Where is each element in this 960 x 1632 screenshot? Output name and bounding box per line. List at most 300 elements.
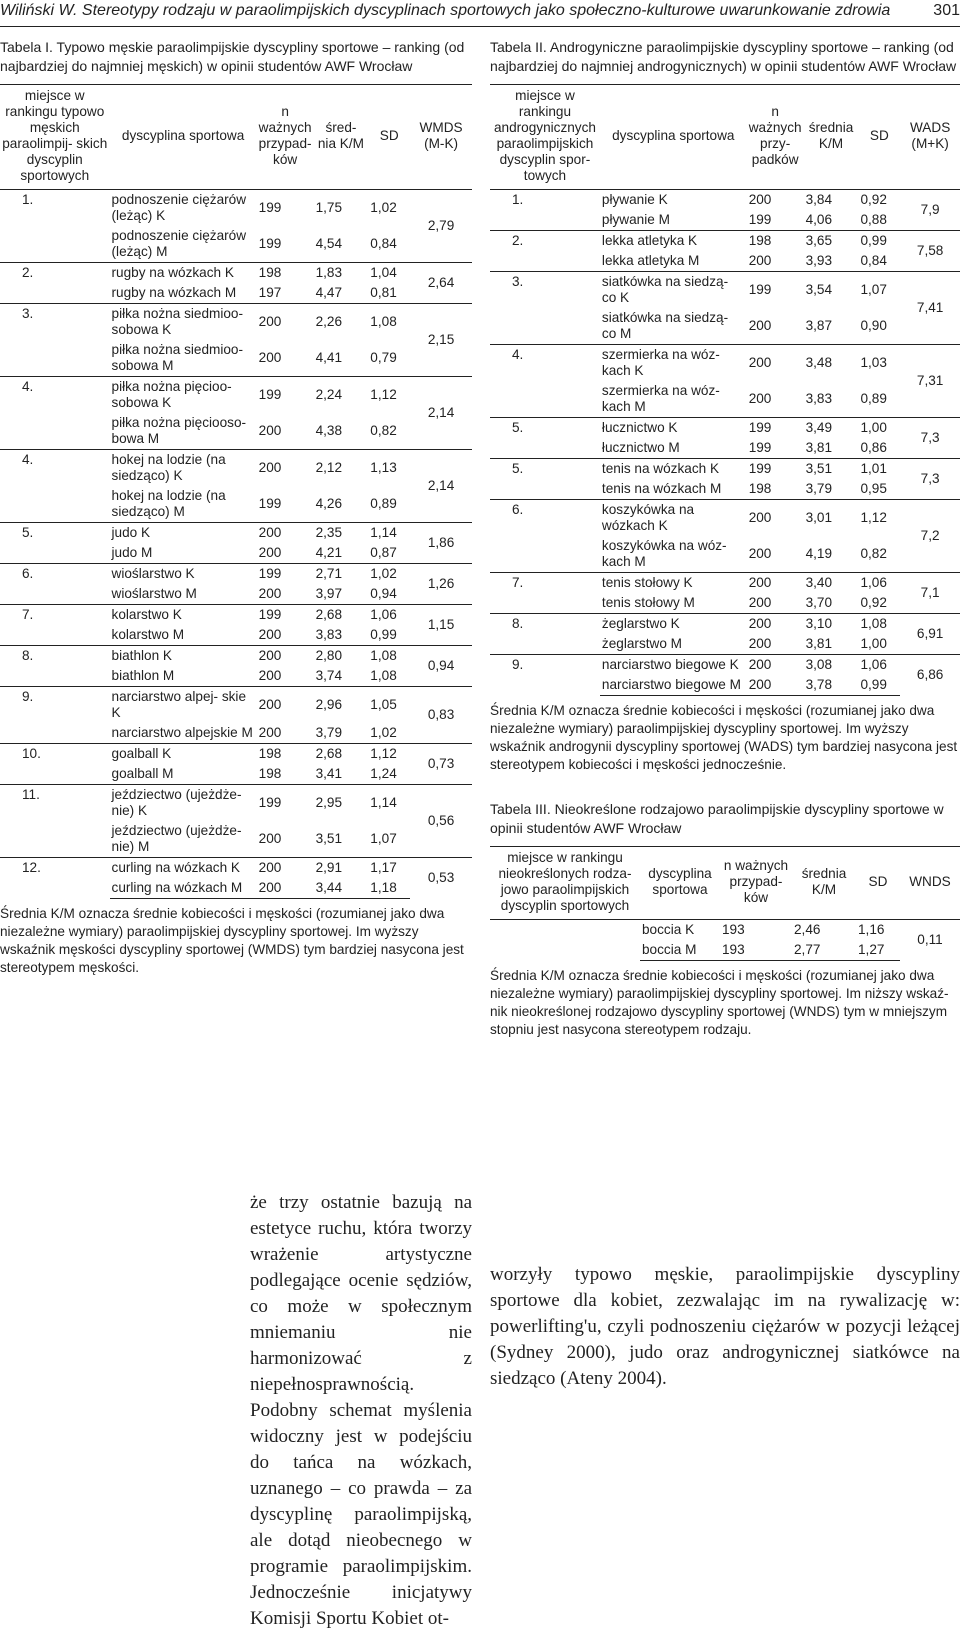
mean-cell: 2,35 bbox=[314, 523, 369, 544]
index-cell: 1,26 bbox=[410, 564, 472, 605]
mean-cell: 3,48 bbox=[804, 345, 859, 382]
sd-cell: 1,08 bbox=[368, 304, 410, 341]
mean-cell: 3,81 bbox=[805, 636, 833, 651]
discipline-cell: kolarstwo K bbox=[110, 605, 257, 626]
mean-cell: 3,78 bbox=[804, 675, 859, 696]
table-row bbox=[490, 231, 960, 252]
count-cell: 200 bbox=[257, 858, 314, 879]
rank-cell: 1. bbox=[22, 192, 34, 207]
sd-cell: 1,06 bbox=[858, 573, 900, 594]
rank-cell bbox=[490, 920, 640, 961]
table-row bbox=[490, 272, 960, 309]
mean-cell: 2,95 bbox=[314, 785, 369, 822]
index-cell: 0,53 bbox=[410, 858, 472, 899]
mean-cell: 3,41 bbox=[315, 766, 343, 781]
table3-caption: Tabela III. Nieokreślone rodzajowo paraolimpijskie dyscypliny sportowe w opinii studentów AWF Wrocław bbox=[490, 801, 944, 836]
mean-cell: 2,91 bbox=[314, 858, 369, 879]
sd-cell: 1,16 bbox=[858, 922, 885, 937]
discipline-cell: boccia M bbox=[640, 940, 720, 961]
mean-cell: 3,83 bbox=[805, 391, 833, 406]
discipline-cell: łucznictwo K bbox=[600, 418, 747, 439]
rank-cell: 8. bbox=[490, 614, 600, 655]
mean-cell: 3,97 bbox=[315, 586, 343, 601]
count-cell: 199 bbox=[258, 496, 282, 511]
header-rule bbox=[0, 26, 960, 27]
table2-body bbox=[490, 190, 960, 696]
table-row bbox=[490, 655, 960, 676]
table-row bbox=[490, 920, 960, 941]
sd-cell: 1,03 bbox=[858, 345, 900, 382]
table2-header-n: n ważnych przy- padków bbox=[747, 85, 804, 190]
sd-cell: 1,08 bbox=[368, 646, 410, 667]
rank-cell: 7. bbox=[0, 605, 110, 646]
table1-header-row bbox=[0, 85, 472, 190]
rank-cell: 4. bbox=[0, 450, 110, 523]
index-cell: 7,58 bbox=[900, 231, 960, 272]
sd-cell: 1,06 bbox=[368, 605, 410, 626]
sd-cell: 0,79 bbox=[370, 350, 397, 365]
table1-header-sd: SD bbox=[368, 85, 410, 190]
sd-cell: 1,07 bbox=[858, 272, 900, 309]
rank-cell: 3. bbox=[490, 272, 600, 345]
mean-cell: 3,70 bbox=[805, 595, 833, 610]
mean-cell: 1,75 bbox=[315, 200, 343, 215]
count-cell: 200 bbox=[258, 350, 282, 365]
table2-caption: Tabela II. Androgyniczne paraolimpijskie dyscypliny sportowe – ranking (od najbardziej do najmniej androgynicznych) w opinii studentów AWF Wrocław bbox=[490, 39, 957, 74]
mean-cell: 4,06 bbox=[805, 212, 833, 227]
count-cell: 199 bbox=[257, 605, 314, 626]
table-row bbox=[0, 263, 472, 284]
count-cell: 199 bbox=[258, 200, 282, 215]
rank-cell: 6. bbox=[0, 564, 110, 605]
discipline-cell: szermierka na wóz- kach M bbox=[601, 383, 720, 414]
index-cell: 0,56 bbox=[410, 785, 472, 858]
mean-cell: 4,19 bbox=[805, 546, 833, 561]
table3-header-row bbox=[490, 847, 960, 920]
mean-cell: 3,93 bbox=[805, 253, 833, 268]
mean-cell: 2,24 bbox=[314, 377, 369, 414]
table-row bbox=[490, 573, 960, 594]
index-cell: 0,83 bbox=[410, 687, 472, 744]
count-cell: 200 bbox=[257, 450, 314, 487]
left-column bbox=[0, 38, 472, 977]
sd-cell: 1,14 bbox=[368, 523, 410, 544]
mean-cell: 2,68 bbox=[314, 744, 369, 765]
sd-cell: 1,27 bbox=[856, 940, 900, 961]
count-cell: 199 bbox=[748, 212, 772, 227]
count-cell: 200 bbox=[747, 655, 804, 676]
sd-cell: 0,89 bbox=[860, 391, 887, 406]
mean-cell: 2,71 bbox=[314, 564, 369, 585]
discipline-cell: jeździectwo (ujeżdże- nie) M bbox=[111, 823, 242, 854]
mean-cell: 4,41 bbox=[315, 350, 343, 365]
table-row bbox=[0, 523, 472, 544]
table1-caption: Tabela I. Typowo męskie paraolimpijskie dyscypliny sportowe – ranking (od najbardziej do najmniej męskich) w opinii studentów AWF Wrocław bbox=[0, 39, 465, 74]
running-title: Wiliński W. Stereotypy rodzaju w paraolimpijskich dyscyplinach sportowych jako społeczno-kulturowe uwarunkowanie zdrowia bbox=[0, 2, 891, 19]
discipline-cell: goalball K bbox=[110, 744, 257, 765]
rank-cell: 9. bbox=[490, 655, 600, 696]
discipline-cell: tenis stołowy K bbox=[600, 573, 747, 594]
table3-header-rank: miejsce w rankingu nieokreślonych rodza- jowo paraolimpijskich dyscyplin sportowych bbox=[490, 847, 640, 920]
count-cell: 198 bbox=[258, 766, 282, 781]
discipline-cell: żeglarstwo K bbox=[600, 614, 747, 635]
rank-cell: 11. bbox=[0, 785, 110, 858]
table-row bbox=[490, 190, 960, 211]
discipline-cell: narciarstwo alpej- skie K bbox=[110, 687, 257, 724]
discipline-cell: narciarstwo biegowe K bbox=[600, 655, 747, 676]
mean-cell: 2,12 bbox=[314, 450, 369, 487]
count-cell: 200 bbox=[748, 253, 772, 268]
index-cell: 7,2 bbox=[900, 500, 960, 573]
count-cell: 199 bbox=[747, 459, 804, 480]
discipline-cell: koszykówka na wóz- kach M bbox=[601, 538, 727, 569]
mean-cell: 4,54 bbox=[315, 236, 343, 251]
count-cell: 200 bbox=[747, 614, 804, 635]
mean-cell: 2,68 bbox=[314, 605, 369, 626]
table2-header-rank: miejsce w rankingu androgynicznych paraolimpijskich dyscyplin spor- towych bbox=[490, 85, 600, 190]
discipline-cell: podnoszenie ciężarów (leżąc) M bbox=[111, 228, 247, 259]
count-cell: 199 bbox=[747, 272, 804, 309]
discipline-cell: wioślarstwo K bbox=[110, 564, 257, 585]
mean-cell: 2,26 bbox=[314, 304, 369, 341]
sd-cell: 1,14 bbox=[368, 785, 410, 822]
mean-cell: 3,83 bbox=[315, 627, 343, 642]
discipline-cell: tenis stołowy M bbox=[601, 595, 695, 610]
sd-cell: 0,99 bbox=[858, 231, 900, 252]
count-cell: 199 bbox=[257, 377, 314, 414]
index-cell: 2,15 bbox=[410, 304, 472, 377]
sd-cell: 1,02 bbox=[368, 564, 410, 585]
mean-cell: 3,87 bbox=[805, 318, 833, 333]
sd-cell: 1,05 bbox=[368, 687, 410, 724]
sd-cell: 1,08 bbox=[858, 614, 900, 635]
index-cell: 6,91 bbox=[900, 614, 960, 655]
table3-header-index: WNDS bbox=[900, 847, 960, 920]
table3-header-mean: średnia K/M bbox=[792, 847, 856, 920]
table1-header-n: n ważnych przypad- ków bbox=[257, 85, 314, 190]
discipline-cell: szermierka na wóz- kach K bbox=[600, 345, 747, 382]
table1 bbox=[0, 84, 472, 899]
mean-cell: 1,83 bbox=[314, 263, 369, 284]
index-cell: 2,14 bbox=[410, 450, 472, 523]
sd-cell: 0,99 bbox=[858, 675, 900, 696]
mean-cell: 3,51 bbox=[315, 831, 343, 846]
table2-header-sd: SD bbox=[858, 85, 900, 190]
rank-cell: 4. bbox=[0, 377, 110, 450]
sd-cell: 1,00 bbox=[858, 418, 900, 439]
table-row bbox=[0, 858, 472, 879]
table-row bbox=[0, 744, 472, 765]
table-row bbox=[490, 614, 960, 635]
count-cell: 193 bbox=[720, 940, 792, 961]
index-cell: 6,86 bbox=[900, 655, 960, 696]
discipline-cell: biathlon M bbox=[111, 668, 175, 683]
index-cell: 7,3 bbox=[900, 459, 960, 500]
discipline-cell: hokej na lodzie (na siedząco) M bbox=[111, 488, 226, 519]
table-row bbox=[0, 605, 472, 626]
sd-cell: 1,07 bbox=[370, 831, 397, 846]
table-row bbox=[490, 345, 960, 382]
discipline-cell: narciarstwo alpejskie M bbox=[111, 725, 253, 740]
mean-cell: 3,81 bbox=[805, 440, 833, 455]
index-cell: 7,1 bbox=[900, 573, 960, 614]
table-row bbox=[0, 564, 472, 585]
count-cell: 198 bbox=[257, 263, 314, 284]
discipline-cell: lekka atletyka M bbox=[601, 253, 700, 268]
table1-body bbox=[0, 190, 472, 899]
count-cell: 199 bbox=[258, 236, 282, 251]
sd-cell: 1,24 bbox=[370, 766, 397, 781]
mean-cell: 3,74 bbox=[315, 668, 343, 683]
count-cell: 193 bbox=[722, 922, 745, 937]
count-cell: 198 bbox=[747, 231, 804, 252]
discipline-cell: siatkówka na siedzą- co K bbox=[600, 272, 747, 309]
mean-cell: 3,44 bbox=[314, 878, 369, 899]
index-cell: 7,31 bbox=[900, 345, 960, 418]
discipline-cell: jeździectwo (ujeżdże- nie) K bbox=[110, 785, 257, 822]
mean-cell: 3,51 bbox=[804, 459, 859, 480]
count-cell: 200 bbox=[258, 725, 282, 740]
mean-cell: 3,08 bbox=[804, 655, 859, 676]
mean-cell: 3,40 bbox=[804, 573, 859, 594]
rank-cell: 5. bbox=[490, 459, 600, 500]
sd-cell: 1,18 bbox=[368, 878, 410, 899]
table3-body bbox=[490, 920, 960, 961]
count-cell: 200 bbox=[748, 595, 772, 610]
discipline-cell: goalball M bbox=[111, 766, 174, 781]
discipline-cell: curling na wózkach M bbox=[110, 878, 257, 899]
index-cell: 7,41 bbox=[900, 272, 960, 345]
rank-cell: 6. bbox=[490, 500, 600, 573]
body-text-left: że trzy ostatnie bazują na estetyce ruchu, która tworzy wrażenie artystyczne podlegające ocenie sędziów, co może w społecznym mniemaniu nie harmonizować z niepełnosprawnością. Podobny schemat myślenia widoczny jest w podejściu do tańca na wózkach, uznanego – co prawda – za dyscyplinę paraolimpijską, ale dotąd nieobecnego w programie paraolimpijskim. Jednocześnie inicjatywy Komisji Sportu Kobiet ot- bbox=[250, 1192, 472, 1629]
table-row bbox=[0, 785, 472, 822]
discipline-cell: judo K bbox=[110, 523, 257, 544]
discipline-cell: rugby na wózkach M bbox=[111, 285, 237, 300]
table3-header-sd: SD bbox=[856, 847, 900, 920]
count-cell: 200 bbox=[747, 675, 804, 696]
discipline-cell: piłka nożna pięciooso- bowa M bbox=[111, 415, 247, 446]
discipline-cell: piłka nożna siedmioo- sobowa M bbox=[111, 342, 244, 373]
sd-cell: 1,13 bbox=[368, 450, 410, 487]
sd-cell: 0,81 bbox=[370, 285, 397, 300]
sd-cell: 0,82 bbox=[860, 546, 887, 561]
count-cell: 199 bbox=[257, 564, 314, 585]
table-row bbox=[0, 646, 472, 667]
rank-cell: 8. bbox=[0, 646, 110, 687]
table-row bbox=[0, 450, 472, 487]
count-cell: 199 bbox=[747, 418, 804, 439]
sd-cell: 0,86 bbox=[860, 440, 887, 455]
table2-header-row bbox=[490, 85, 960, 190]
sd-cell: 1,06 bbox=[858, 655, 900, 676]
rank-cell: 3. bbox=[0, 304, 110, 377]
sd-cell: 0,90 bbox=[860, 318, 887, 333]
sd-cell: 0,87 bbox=[370, 545, 397, 560]
index-cell: 1,86 bbox=[410, 523, 472, 564]
table1-header-mean: śred- nia K/M bbox=[314, 85, 369, 190]
count-cell: 200 bbox=[748, 391, 772, 406]
table3 bbox=[490, 846, 960, 961]
table3-header-n: n ważnych przypad- ków bbox=[720, 847, 792, 920]
discipline-cell: pływanie K bbox=[601, 192, 668, 207]
count-cell: 200 bbox=[747, 573, 804, 594]
right-column bbox=[490, 38, 960, 1039]
discipline-cell: kolarstwo M bbox=[111, 627, 185, 642]
count-cell: 200 bbox=[257, 878, 314, 899]
discipline-cell: tenis na wózkach M bbox=[601, 481, 722, 496]
index-cell: 7,3 bbox=[900, 418, 960, 459]
table-row bbox=[0, 377, 472, 414]
table1-header-discipline: dyscyplina sportowa bbox=[110, 85, 257, 190]
mean-cell: 4,21 bbox=[315, 545, 343, 560]
rank-cell: 1. bbox=[512, 192, 524, 207]
count-cell: 200 bbox=[258, 668, 282, 683]
discipline-cell: boccia K bbox=[642, 922, 695, 937]
count-cell: 197 bbox=[258, 285, 282, 300]
mean-cell: 3,65 bbox=[804, 231, 859, 252]
index-cell: 2,79 bbox=[427, 218, 455, 233]
sd-cell: 0,88 bbox=[860, 212, 887, 227]
sd-cell: 1,00 bbox=[860, 636, 887, 651]
table1-header-rank: miejsce w rankingu typowo męskich paraolimpij- skich dyscyplin sportowych bbox=[0, 85, 110, 190]
mean-cell: 2,80 bbox=[314, 646, 369, 667]
discipline-cell: lekka atletyka K bbox=[600, 231, 747, 252]
count-cell: 200 bbox=[748, 636, 772, 651]
sd-cell: 1,01 bbox=[858, 459, 900, 480]
mean-cell: 3,79 bbox=[315, 725, 343, 740]
index-cell: 1,15 bbox=[410, 605, 472, 646]
mean-cell: 2,77 bbox=[792, 940, 856, 961]
sd-cell: 1,17 bbox=[368, 858, 410, 879]
count-cell: 200 bbox=[748, 318, 772, 333]
table3-note: Średnia K/M oznacza średnie kobiecości i męskości (rozumianej jako dwa niezależne wymiary) paraolimpijskiej dyscypliny sportowej. Im niższy wskaź- nik nieokreślonej rodzajowo dyscypliny sportowej (WNDS) tym w mniejszym stopniu jest nasycona stereotypem rodzaju. bbox=[490, 968, 949, 1037]
count-cell: 200 bbox=[258, 423, 282, 438]
discipline-cell: narciarstwo biegowe M bbox=[600, 675, 747, 696]
mean-cell: 4,38 bbox=[315, 423, 343, 438]
table2-header-discipline: dyscyplina sportowa bbox=[600, 85, 747, 190]
count-cell: 200 bbox=[258, 545, 282, 560]
sd-cell: 0,84 bbox=[860, 253, 887, 268]
count-cell: 200 bbox=[747, 500, 804, 537]
mean-cell: 3,10 bbox=[804, 614, 859, 635]
rank-cell: 10. bbox=[0, 744, 110, 785]
mean-cell: 2,46 bbox=[794, 922, 821, 937]
rank-cell: 9. bbox=[0, 687, 110, 744]
sd-cell: 1,12 bbox=[368, 377, 410, 414]
running-header bbox=[0, 0, 960, 26]
table-row bbox=[0, 687, 472, 724]
rank-cell: 5. bbox=[0, 523, 110, 564]
count-cell: 199 bbox=[257, 785, 314, 822]
discipline-cell: żeglarstwo M bbox=[601, 636, 682, 651]
discipline-cell: piłka nożna pięcioo- sobowa K bbox=[110, 377, 257, 414]
rank-cell: 2. bbox=[0, 263, 110, 304]
count-cell: 200 bbox=[748, 546, 772, 561]
discipline-cell: wioślarstwo M bbox=[111, 586, 197, 601]
table2-note: Średnia K/M oznacza średnie kobiecości i męskości (rozumianej jako dwa niezależne wymiary) paraolimpijskiej dyscypliny sportowej. Im wyższy wskaźnik androgynii dyscypliny sportowej (WADS) tym bardziej nasycona jest stereotypem kobiecości i męskości jednocześnie. bbox=[490, 703, 958, 772]
index-cell: 0,11 bbox=[917, 932, 943, 948]
sd-cell: 1,02 bbox=[370, 725, 397, 740]
count-cell: 200 bbox=[747, 345, 804, 382]
discipline-cell: łucznictwo M bbox=[601, 440, 680, 455]
discipline-cell: curling na wózkach K bbox=[110, 858, 257, 879]
mean-cell: 3,01 bbox=[804, 500, 859, 537]
sd-cell: 1,08 bbox=[370, 668, 397, 683]
mean-cell: 4,47 bbox=[315, 285, 343, 300]
table1-note: Średnia K/M oznacza średnie kobiecości i męskości (rozumianej jako dwa niezależne wymiary) paraolimpijskiej dyscypliny sportowej. Im wyższy wskaźnik męskości dyscypliny sportowej (WMDS) tym bardziej nasycona jest stereotypem męskości. bbox=[0, 906, 464, 975]
table-row bbox=[490, 418, 960, 439]
count-cell: 199 bbox=[748, 440, 772, 455]
count-cell: 198 bbox=[257, 744, 314, 765]
count-cell: 200 bbox=[257, 646, 314, 667]
rank-cell: 4. bbox=[490, 345, 600, 418]
index-cell: 0,94 bbox=[410, 646, 472, 687]
sd-cell: 0,95 bbox=[860, 481, 887, 496]
table3-header-discipline: dyscyplina sportowa bbox=[640, 847, 720, 920]
sd-cell: 0,82 bbox=[370, 423, 397, 438]
table-row bbox=[0, 190, 472, 227]
page-number: 301 bbox=[933, 2, 960, 19]
index-cell: 2,14 bbox=[410, 377, 472, 450]
discipline-cell: pływanie M bbox=[601, 212, 670, 227]
discipline-cell: podnoszenie ciężarów (leżąc) K bbox=[111, 192, 247, 223]
mean-cell: 3,84 bbox=[805, 192, 833, 207]
discipline-cell: koszykówka na wózkach K bbox=[600, 500, 747, 537]
sd-cell: 0,92 bbox=[860, 192, 887, 207]
discipline-cell: judo M bbox=[111, 545, 153, 560]
count-cell: 200 bbox=[258, 831, 282, 846]
sd-cell: 1,04 bbox=[368, 263, 410, 284]
discipline-cell: tenis na wózkach K bbox=[600, 459, 747, 480]
discipline-cell: piłka nożna siedmioo- sobowa K bbox=[110, 304, 257, 341]
rank-cell: 2. bbox=[490, 231, 600, 272]
mean-cell: 4,26 bbox=[315, 496, 343, 511]
count-cell: 200 bbox=[748, 192, 772, 207]
sd-cell: 0,84 bbox=[370, 236, 397, 251]
rank-cell: 12. bbox=[0, 858, 110, 899]
mean-cell: 2,96 bbox=[314, 687, 369, 724]
count-cell: 200 bbox=[257, 304, 314, 341]
body-text-right: worzyły typowo męskie, paraolimpijskie dyscypliny sportowe dla kobiet, zezwalając im na rywalizację w: powerlifting'u, czyli podnoszeniu ciężarów w pozycji leżącej (Sydney 2000), judo oraz androgynicznej siatkówce na siedząco (Ateny 2004). bbox=[490, 1264, 960, 1389]
sd-cell: 1,12 bbox=[368, 744, 410, 765]
table2-header-mean: średnia K/M bbox=[804, 85, 859, 190]
mean-cell: 3,54 bbox=[804, 272, 859, 309]
discipline-cell: siatkówka na siedzą- co M bbox=[601, 310, 729, 341]
mean-cell: 3,49 bbox=[804, 418, 859, 439]
table-row bbox=[490, 500, 960, 537]
discipline-cell: hokej na lodzie (na siedząco) K bbox=[110, 450, 257, 487]
rank-cell: 5. bbox=[490, 418, 600, 459]
count-cell: 200 bbox=[257, 687, 314, 724]
sd-cell: 1,12 bbox=[858, 500, 900, 537]
count-cell: 198 bbox=[748, 481, 772, 496]
table-row bbox=[490, 459, 960, 480]
count-cell: 200 bbox=[257, 523, 314, 544]
table1-header-index: WMDS (M-K) bbox=[410, 85, 472, 190]
index-cell: 0,73 bbox=[410, 744, 472, 785]
sd-cell: 0,99 bbox=[370, 627, 397, 642]
discipline-cell: biathlon K bbox=[110, 646, 257, 667]
sd-cell: 0,92 bbox=[860, 595, 887, 610]
table-row bbox=[0, 304, 472, 341]
rank-cell: 7. bbox=[490, 573, 600, 614]
count-cell: 200 bbox=[258, 627, 282, 642]
table2-header-index: WADS (M+K) bbox=[900, 85, 960, 190]
index-cell: 2,64 bbox=[410, 263, 472, 304]
sd-cell: 0,89 bbox=[370, 496, 397, 511]
discipline-cell: rugby na wózkach K bbox=[110, 263, 257, 284]
count-cell: 200 bbox=[258, 586, 282, 601]
